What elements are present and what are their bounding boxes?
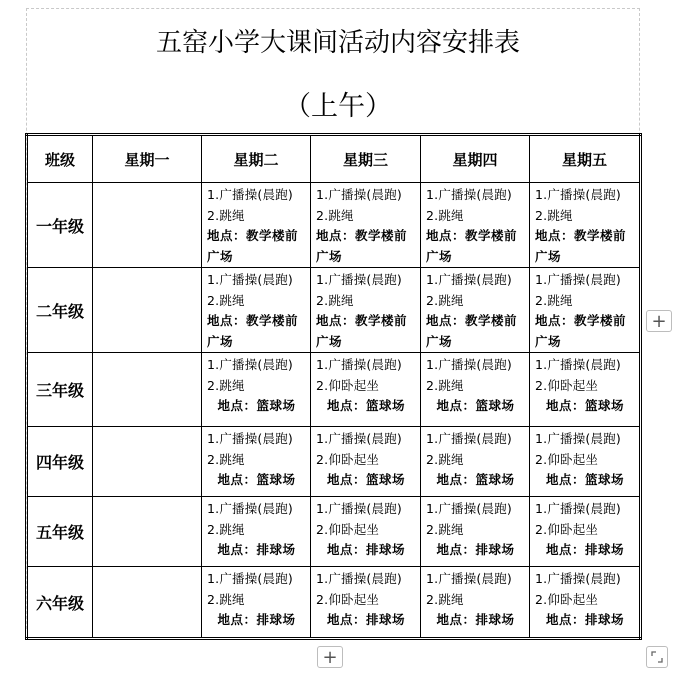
- activity-line: 2.仰卧起坐: [316, 521, 380, 537]
- location-line: 地点：教学楼前广场: [426, 313, 518, 349]
- activity-line: 1.广播操(晨跑): [426, 272, 512, 287]
- header-day-2[interactable]: 星期二: [202, 135, 311, 183]
- activity-cell[interactable]: [93, 353, 202, 427]
- activity-cell[interactable]: [202, 183, 311, 268]
- activity-cell[interactable]: [530, 183, 641, 268]
- document-subtitle: （上午）: [284, 91, 392, 122]
- document-title: 五窑小学大课间活动内容安排表: [155, 28, 520, 58]
- activity-cell[interactable]: [421, 183, 530, 268]
- activity-cell[interactable]: [421, 427, 530, 497]
- header-day-5[interactable]: 星期五: [530, 135, 641, 183]
- activity-line: 2.仰卧起坐: [316, 451, 380, 467]
- location-line: 地点：篮球场: [545, 398, 624, 413]
- location-line: 地点：篮球场: [326, 472, 405, 487]
- activity-line: 1.广播操(晨跑): [207, 501, 293, 516]
- location-line: 地点：排球场: [545, 612, 624, 627]
- activity-line: 1.广播操(晨跑): [535, 187, 621, 202]
- activity-cell[interactable]: [93, 268, 202, 353]
- activity-line: 2.跳绳: [535, 292, 573, 308]
- activity-line: 2.跳绳: [426, 451, 464, 467]
- table-row: [27, 567, 641, 639]
- location-line: 地点：排球场: [217, 542, 296, 557]
- activity-line: 2.仰卧起坐: [535, 521, 599, 537]
- activity-cell[interactable]: [202, 497, 311, 567]
- activity-cell[interactable]: [311, 497, 421, 567]
- grade-cell[interactable]: 四年级: [27, 427, 93, 497]
- activity-cell[interactable]: [311, 183, 421, 268]
- activity-line: 1.广播操(晨跑): [316, 571, 402, 586]
- header-class[interactable]: 班级: [27, 135, 93, 183]
- activity-cell[interactable]: [311, 353, 421, 427]
- activity-line: 1.广播操(晨跑): [207, 357, 293, 372]
- activity-line: 1.广播操(晨跑): [535, 431, 621, 446]
- activity-line: 1.广播操(晨跑): [316, 431, 402, 446]
- location-line: 地点：教学楼前广场: [535, 313, 627, 349]
- location-line: 地点：排球场: [436, 612, 515, 627]
- plus-icon: +: [322, 647, 338, 668]
- activity-line: 1.广播操(晨跑): [426, 431, 512, 446]
- activity-cell[interactable]: [202, 427, 311, 497]
- activity-line: 1.广播操(晨跑): [207, 431, 293, 446]
- activity-line: 1.广播操(晨跑): [207, 272, 293, 287]
- activity-line: 1.广播操(晨跑): [316, 501, 402, 516]
- activity-line: 1.广播操(晨跑): [426, 571, 512, 586]
- location-line: 地点：篮球场: [436, 472, 515, 487]
- activity-line: 2.跳绳: [426, 207, 464, 223]
- table-row: [27, 427, 641, 497]
- location-line: 地点：篮球场: [436, 398, 515, 413]
- activity-line: 1.广播操(晨跑): [426, 501, 512, 516]
- activity-cell[interactable]: [530, 427, 641, 497]
- activity-cell[interactable]: [202, 268, 311, 353]
- grade-cell[interactable]: 五年级: [27, 497, 93, 567]
- activity-line: 2.跳绳: [316, 207, 354, 223]
- location-line: 地点：教学楼前广场: [316, 313, 408, 349]
- location-line: 地点：篮球场: [545, 472, 624, 487]
- activity-line: 1.广播操(晨跑): [426, 187, 512, 202]
- grade-cell[interactable]: 二年级: [27, 268, 93, 353]
- activity-line: 2.仰卧起坐: [535, 451, 599, 467]
- location-line: 地点：教学楼前广场: [535, 228, 627, 264]
- activity-line: 1.广播操(晨跑): [426, 357, 512, 372]
- table-row: [27, 183, 641, 268]
- activity-line: 2.跳绳: [207, 451, 245, 467]
- location-line: 地点：教学楼前广场: [207, 228, 299, 264]
- activity-cell[interactable]: [421, 353, 530, 427]
- activity-cell[interactable]: [202, 567, 311, 639]
- header-day-3[interactable]: 星期三: [311, 135, 421, 183]
- schedule-table: [25, 133, 642, 640]
- plus-icon: +: [651, 311, 667, 332]
- activity-cell[interactable]: [421, 268, 530, 353]
- activity-line: 2.跳绳: [207, 292, 245, 308]
- activity-line: 2.跳绳: [426, 591, 464, 607]
- activity-line: 2.跳绳: [207, 521, 245, 537]
- header-row: [27, 135, 641, 183]
- activity-cell[interactable]: [530, 353, 641, 427]
- activity-line: 2.跳绳: [207, 377, 245, 393]
- location-line: 地点：排球场: [545, 542, 624, 557]
- activity-line: 2.跳绳: [426, 377, 464, 393]
- table-resize-handle[interactable]: [646, 646, 668, 668]
- location-line: 地点：排球场: [326, 542, 405, 557]
- location-line: 地点：教学楼前广场: [207, 313, 299, 349]
- activity-line: 1.广播操(晨跑): [535, 357, 621, 372]
- activity-line: 2.仰卧起坐: [535, 591, 599, 607]
- add-row-button[interactable]: [317, 646, 343, 668]
- activity-line: 1.广播操(晨跑): [316, 357, 402, 372]
- header-day-1[interactable]: 星期一: [93, 135, 202, 183]
- activity-line: 1.广播操(晨跑): [535, 571, 621, 586]
- location-line: 地点：篮球场: [217, 398, 296, 413]
- location-line: 地点：排球场: [217, 612, 296, 627]
- grade-cell[interactable]: 一年级: [27, 183, 93, 268]
- activity-line: 1.广播操(晨跑): [535, 272, 621, 287]
- location-line: 地点：篮球场: [217, 472, 296, 487]
- activity-cell[interactable]: [530, 567, 641, 639]
- table-row: [27, 497, 641, 567]
- activity-line: 1.广播操(晨跑): [535, 501, 621, 516]
- activity-cell[interactable]: [311, 427, 421, 497]
- activity-line: 2.跳绳: [316, 292, 354, 308]
- activity-cell[interactable]: [93, 497, 202, 567]
- activity-line: 1.广播操(晨跑): [207, 187, 293, 202]
- activity-line: 1.广播操(晨跑): [207, 571, 293, 586]
- activity-line: 2.跳绳: [426, 292, 464, 308]
- activity-cell[interactable]: [421, 567, 530, 639]
- location-line: 地点：排球场: [436, 542, 515, 557]
- activity-cell[interactable]: [421, 497, 530, 567]
- header-day-4[interactable]: 星期四: [421, 135, 530, 183]
- activity-cell[interactable]: [530, 497, 641, 567]
- location-line: 地点：排球场: [326, 612, 405, 627]
- add-column-button[interactable]: [646, 310, 672, 332]
- activity-line: 2.跳绳: [426, 521, 464, 537]
- activity-cell[interactable]: [311, 268, 421, 353]
- activity-line: 2.仰卧起坐: [316, 591, 380, 607]
- activity-cell[interactable]: [93, 183, 202, 268]
- table-row: [27, 353, 641, 427]
- activity-cell[interactable]: [93, 567, 202, 639]
- activity-cell[interactable]: [311, 567, 421, 639]
- activity-line: 2.跳绳: [207, 591, 245, 607]
- location-line: 地点：篮球场: [326, 398, 405, 413]
- activity-line: 1.广播操(晨跑): [316, 187, 402, 202]
- location-line: 地点：教学楼前广场: [316, 228, 408, 264]
- activity-line: 2.跳绳: [207, 207, 245, 223]
- activity-line: 2.跳绳: [535, 207, 573, 223]
- location-line: 地点：教学楼前广场: [426, 228, 518, 264]
- activity-line: 2.仰卧起坐: [316, 377, 380, 393]
- activity-line: 2.仰卧起坐: [535, 377, 599, 393]
- grade-cell[interactable]: 三年级: [27, 353, 93, 427]
- resize-corner-icon: [651, 651, 663, 663]
- activity-line: 1.广播操(晨跑): [316, 272, 402, 287]
- activity-cell[interactable]: [202, 353, 311, 427]
- activity-cell[interactable]: [530, 268, 641, 353]
- activity-cell[interactable]: [93, 427, 202, 497]
- table-row: [27, 268, 641, 353]
- grade-cell[interactable]: 六年级: [27, 567, 93, 639]
